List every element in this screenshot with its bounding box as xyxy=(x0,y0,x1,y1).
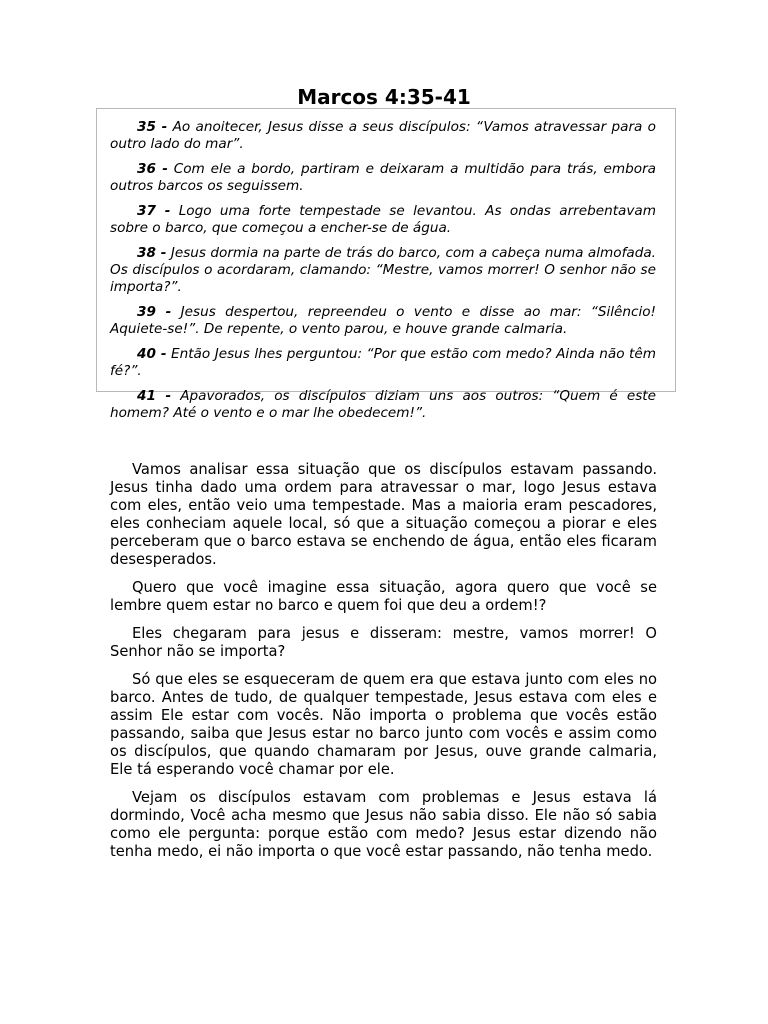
verse-number: 35 - xyxy=(137,119,168,135)
paragraph: Vejam os discípulos estavam com problemas e Jesus estava lá dormindo, Você acha mesmo que Jesus não sabia disso. Ele não só sabia como ele pergunta: porque estão com medo? Jesus estar dizendo não tenha medo, ei não importa o que você estar passando, não tenha medo. xyxy=(110,789,657,860)
verse-36 xyxy=(110,161,656,195)
verse-text: Apavorados, os discípulos diziam uns aos outros: “Quem é este homem? Até o vento e o mar lhe obedecem!”. xyxy=(110,388,656,421)
verse-text: Logo uma forte tempestade se levantou. As ondas arrebentavam sobre o barco, que começou a encher-se de água. xyxy=(110,203,656,236)
verse-number: 39 - xyxy=(137,304,172,320)
verse-35 xyxy=(110,119,656,153)
verse-40 xyxy=(110,346,656,380)
paragraph: Quero que você imagine essa situação, agora quero que você se lembre quem estar no barco e quem foi que deu a ordem!? xyxy=(110,579,657,614)
verse-39 xyxy=(110,304,656,338)
verse-41 xyxy=(110,388,656,422)
reflection-text xyxy=(110,461,657,871)
verse-38 xyxy=(110,245,656,296)
paragraph: Eles chegaram para jesus e disseram: mestre, vamos morrer! O Senhor não se importa? xyxy=(110,625,657,660)
verse-number: 36 - xyxy=(137,161,168,177)
verse-text: Jesus despertou, repreendeu o vento e disse ao mar: “Silêncio! Aquiete-se!”. De repente, o vento parou, e houve grande calmaria. xyxy=(110,304,656,337)
verse-list xyxy=(110,119,656,430)
verse-text: Então Jesus lhes perguntou: “Por que estão com medo? Ainda não têm fé?”. xyxy=(110,346,656,379)
paragraph: Só que eles se esqueceram de quem era que estava junto com eles no barco. Antes de tudo, de qualquer tempestade, Jesus estava com eles e assim Ele estar com vocês. Não importa o problema que vocês estão passando, saiba que Jesus estar no barco junto com vocês e assim como os discípulos, que quando chamaram por Jesus, ouve grande calmaria, Ele tá esperando você chamar por ele. xyxy=(110,671,657,778)
verse-number: 40 - xyxy=(137,346,167,362)
verse-number: 38 - xyxy=(137,245,167,261)
verse-text: Com ele a bordo, partiram e deixaram a multidão para trás, embora outros barcos os seguissem. xyxy=(110,161,656,194)
paragraph: Vamos analisar essa situação que os discípulos estavam passando. Jesus tinha dado uma ordem para atravessar o mar, logo Jesus estava com eles, então veio uma tempestade. Mas a maioria eram pescadores, eles conheciam aquele local, só que a situação começou a piorar e eles perceberam que o barco estava se enchendo de água, então eles ficaram desesperados. xyxy=(110,461,657,568)
page-title: Marcos 4:35-41 xyxy=(297,85,471,109)
verse-number: 37 - xyxy=(137,203,171,219)
verse-text: Jesus dormia na parte de trás do barco, com a cabeça numa almofada. Os discípulos o acordaram, clamando: “Mestre, vamos morrer! O senhor não se importa?”. xyxy=(110,245,656,295)
verse-text: Ao anoitecer, Jesus disse a seus discípulos: “Vamos atravessar para o outro lado do mar”. xyxy=(110,119,656,152)
verse-37 xyxy=(110,203,656,237)
verse-number: 41 - xyxy=(137,388,172,404)
